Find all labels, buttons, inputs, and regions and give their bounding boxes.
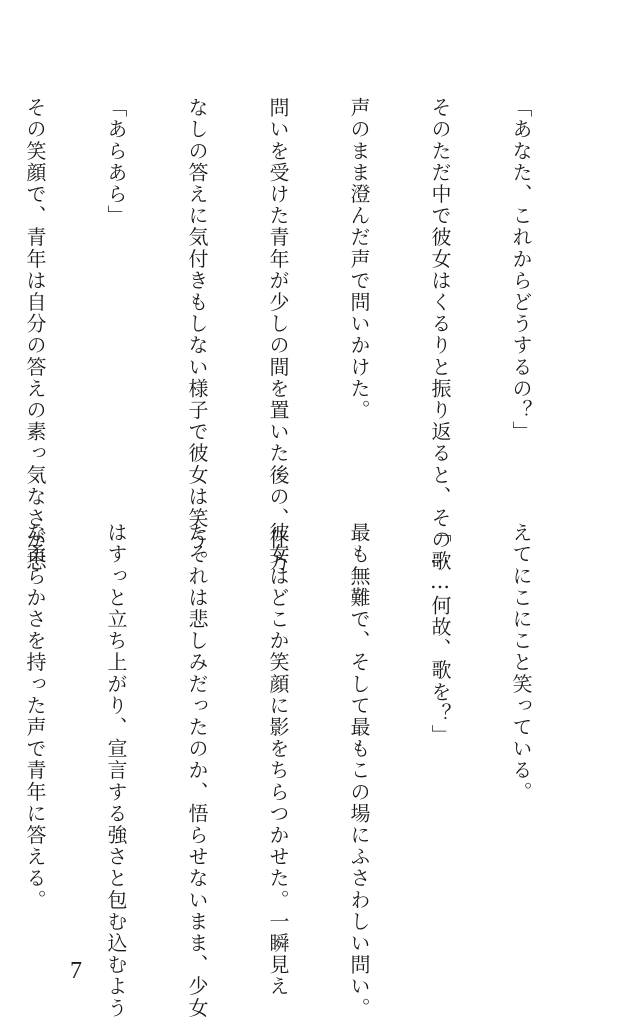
- text-line: えてにこにこと笑っている。: [509, 522, 533, 803]
- text-line: な柔らかさを持った声で青年に答える。: [23, 522, 47, 911]
- page-number: 7: [70, 958, 82, 984]
- text-line: 「……何故、歌を？」: [428, 522, 452, 746]
- lower-text-block: [0, 522, 588, 1019]
- text-line: 「あなた、これからどうするの？」: [509, 97, 533, 443]
- text-line: 問いを受けた青年が少しの間を置いた後の、仕方: [266, 97, 290, 573]
- text-line: たそれは悲しみだったのか、悟らせないまま、少女: [185, 522, 209, 1019]
- text-line: その笑顔で、青年は自分の答えの素っ気なさが思: [23, 97, 47, 573]
- text-line: そのただ中で彼女はくるりと振り返ると、その歌: [428, 97, 452, 573]
- text-line: なしの答えに気付きもしない様子で彼女は笑う。: [185, 97, 209, 573]
- text-line: 声のまま澄んだ声で問いかけた。: [347, 97, 371, 421]
- text-line: はすっと立ち上がり、宣言する強さと包む込むよう: [104, 522, 128, 1019]
- text-line: 「あらあら」: [104, 97, 128, 227]
- upper-text-block: [0, 97, 588, 573]
- text-line: 最も無難で、そして最もこの場にふさわしい問い。: [347, 522, 371, 1019]
- text-line: 彼女はどこか笑顔に影をちらつかせた。一瞬見え: [266, 522, 290, 998]
